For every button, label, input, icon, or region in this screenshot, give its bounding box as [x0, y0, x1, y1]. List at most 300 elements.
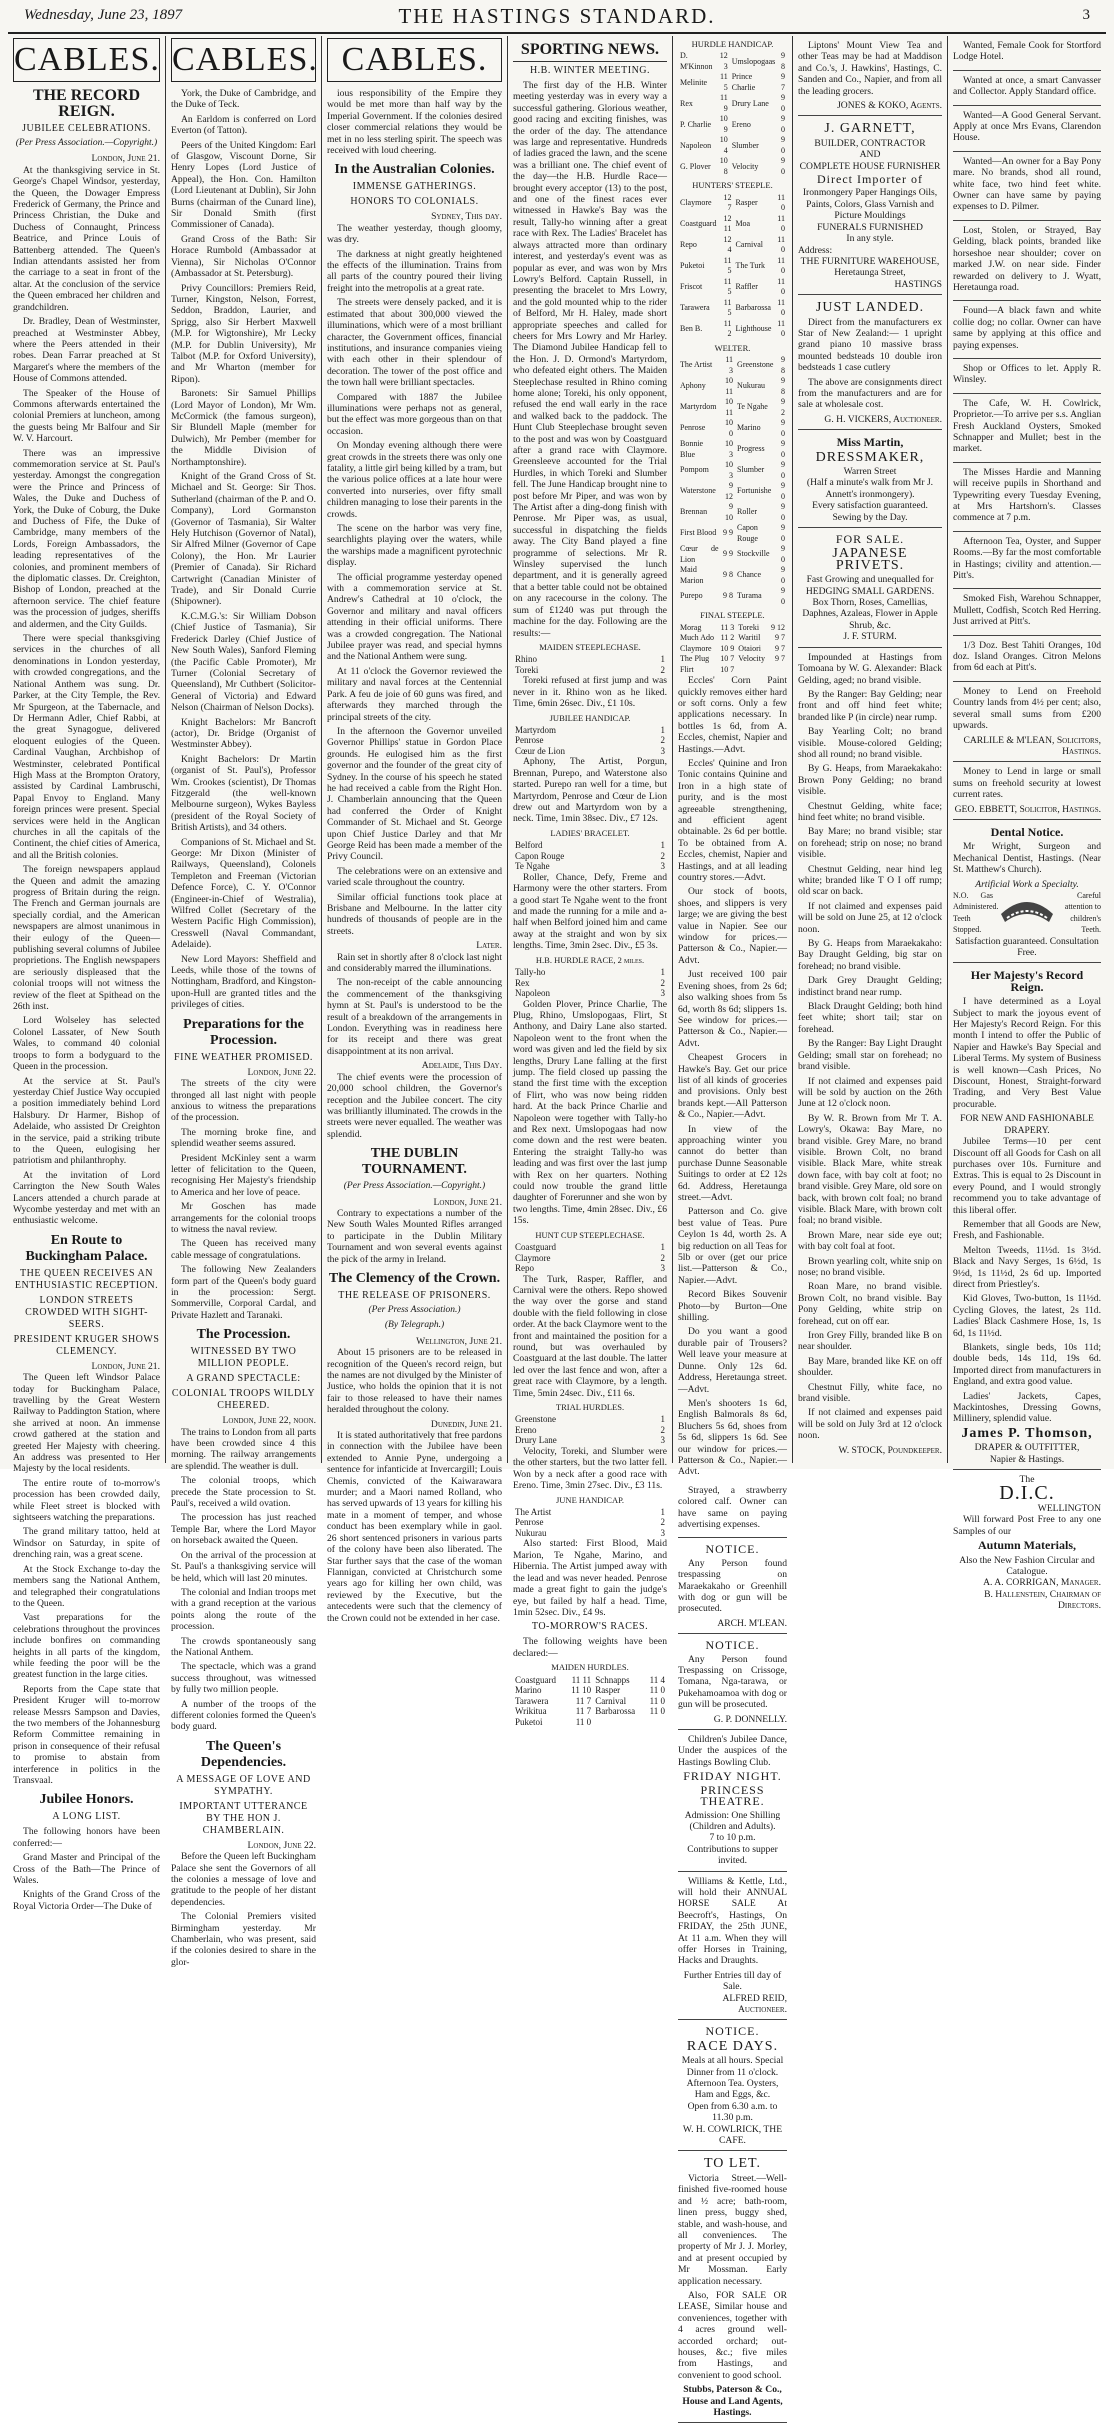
table-cell: 3	[660, 745, 665, 756]
table-cell: Claymore	[515, 1252, 551, 1263]
paragraph: The weather yesterday, though gloomy, was dry.	[327, 222, 502, 246]
table-cell: 9 7	[775, 643, 785, 653]
table-cell: Napoleon	[515, 988, 550, 999]
table-cell: 9 8	[781, 376, 785, 396]
ad-text: Liptons' Mount View Tea and other Teas may be had at Maddison and Co.'s, J. Hawkins', Hastings, C. Sanden and Co., Napier, and from all the leading grocers.	[798, 40, 942, 97]
ad-name: James P. Thomson,	[961, 1425, 1093, 1441]
cables-banner: CABLES.	[13, 38, 160, 82]
ad-text: Brown yearling colt, white snip on nose; no brand visible.	[798, 1255, 942, 1278]
paragraph: The grand military tattoo, held at Windsor on Saturday, in spite of drenching rain, was a great scene.	[13, 1526, 160, 1561]
table-cell: The Turk	[735, 261, 765, 271]
paragraph: The colonial troops, which precede the State procession to St. Paul's, received a wild ovation.	[171, 1475, 316, 1510]
ad-text: N.O. Gas Administered. Teeth Stopped.	[953, 890, 999, 935]
ad-text: Meals at all hours. Special Dinner from 11 o'clock. Afternoon Tea. Oysters, Ham and Eggs, &c.	[681, 2055, 784, 2101]
table-cell: Puketoi	[515, 1716, 543, 1727]
table-row	[678, 256, 787, 277]
ad-liptons-tea	[798, 36, 942, 116]
table-row	[513, 1414, 667, 1425]
ad-signature: GEO. EBBETT, Solicitor, Hastings.	[954, 803, 1101, 815]
table-row	[678, 565, 787, 586]
table-cell: Rhino	[515, 654, 538, 665]
table-row	[678, 502, 787, 523]
ad-notice-donnelly	[678, 1634, 787, 1730]
ad-lost-gelding	[953, 221, 1101, 301]
table-cell: 12 11	[723, 213, 732, 234]
table-cell: 11 5	[723, 276, 732, 297]
weights-heading: HURDLE HANDICAP.	[691, 39, 774, 49]
paragraph: Privy Councillors: Premiers Reid, Turner, Kingston, Nelson, Forrest, Seddon, Braddon, Laurier, and Sprigg, also Sir Herbert Maxwell (M.P. for Wigtonshire), Mr Lecky (M.P. for Dublin University), Mr Talbot (M.P. for Oxford University), and Mr Wharton (member for Ripon).	[171, 282, 316, 385]
deck: HONORS TO COLONIALS.	[350, 196, 479, 208]
table-cell: Drury Lane	[731, 98, 769, 108]
table-row	[513, 1528, 667, 1539]
ad-title: D.I.C.	[999, 1482, 1055, 1505]
table-cell: 3	[660, 1435, 665, 1446]
paragraph: The Colonial Premiers visited Birmingham yesterday. Mr Chamberlain, who was present, said if the colonies desired to share in the glor-	[171, 1911, 316, 1968]
paragraph: Cheapest Grocers in Hawke's Bay. Get our price list of all kinds of groceries and provisions. Only best brands kept.—All Patterson & Co., Napier.—Advt.	[678, 1052, 787, 1121]
table-cell: 1	[660, 1414, 665, 1425]
paragraph: Dr. Bradley, Dean of Westminster, preached at Westminster Abbey, where the Peers attended in their robes. Dean Farrar preached at St Margaret's where the members of the House of Commons attended.	[13, 316, 160, 385]
paragraph: The streets were densely packed, and it is estimated that about 300,000 viewed the illuminations, which were of a most brilliant character, the Government offices, financial institutions, and insurance companies vieing with each other in their splendour of decoration. The tower of the post office and the town hall were brilliant spectacles.	[327, 297, 502, 389]
results-table	[513, 1242, 667, 1274]
results-heading: LADIES' BRACELET.	[550, 827, 630, 838]
headline-buckingham: En Route to Buckingham Palace.	[25, 1232, 148, 1264]
table-cell: 11 2	[720, 633, 735, 643]
table-cell: Cœur de Lion	[515, 745, 565, 756]
table-cell: 1	[660, 1506, 665, 1517]
table-cell: Greenstone	[515, 1414, 556, 1425]
ad-heading: PRINCESS THEATRE.	[700, 1782, 765, 1809]
deck: THE QUEEN RECEIVES AN ENTHUSIASTIC RECEPTION.	[14, 1267, 159, 1291]
results-heading: HUNT CUP STEEPLECHASE.	[535, 1229, 645, 1240]
ad-text: By the Ranger: Bay Light Draught Gelding; small star on forehead; no brand visible.	[798, 1038, 942, 1073]
table-cell: 10 4	[719, 135, 728, 155]
paragraph: Knights of the Grand Cross of the Royal Victoria Order—The Duke of	[13, 1889, 160, 1912]
table-cell: Ereno	[731, 119, 751, 129]
paragraph: Grand Master and Principal of the Cross of the Bath—The Prince of Wales.	[13, 1852, 160, 1887]
deck: A GRAND SPECTACLE:	[186, 1373, 301, 1385]
ad-signature: W. H. COWLRICK, THE CAFE.	[682, 2123, 783, 2147]
table-cell: Prince Charlie	[731, 72, 756, 92]
table-cell: 9 0	[781, 586, 785, 606]
ad-signature: A. A. CORRIGAN, Manager.	[983, 1577, 1101, 1589]
results-table	[513, 725, 667, 757]
paragraph: Vast preparations for the celebrations throughout the provinces include bonfires on commanding heights in all parts of the kingdom, while feeding the poor will be the greatest function in the large cities.	[13, 1612, 160, 1681]
table-cell: 11 0	[575, 1716, 592, 1727]
results-heading: TRIAL HURDLES.	[555, 1402, 625, 1413]
column-5	[673, 36, 793, 2418]
table-cell: Aphony	[680, 381, 706, 391]
table-cell: Coastguard	[515, 1242, 556, 1253]
table-cell: 10 11	[725, 397, 734, 417]
table-cell: 9 8	[723, 591, 734, 601]
table-row	[513, 1685, 667, 1696]
dateline: London, June 22.	[247, 1066, 316, 1078]
table-row	[678, 523, 787, 544]
ad-text: By G. Heaps from Maraekakaho: Bay Draught Gelding, big star on forehead; no brand visible.	[798, 938, 942, 972]
paragraph: The Speaker of the House of Commons afterwards entertained the colonial Premiers at luncheon, among the guests being Mr Balfour and Sir W. V. Harcourt.	[13, 387, 160, 445]
table-row	[513, 654, 667, 665]
paragraph: The entire route of to-morrow's procession has been crowded daily, while Fleet street is blocked with sightseers watching the preparations.	[13, 1477, 160, 1524]
table-cell: Nukurau	[737, 381, 766, 391]
table-cell: Toreki	[515, 664, 539, 675]
table-row	[678, 114, 787, 135]
table-cell: 10 9	[720, 643, 735, 653]
weights-heading: WELTER.	[714, 342, 751, 353]
issue-date: Wednesday, June 23, 1897	[24, 7, 183, 23]
ad-text: Bay Mare, branded like KE on off shoulder.	[798, 1355, 942, 1379]
table-row	[513, 1517, 667, 1528]
ad-text: Fast Growing and unequalled for HEDGING SMALL GARDENS.	[805, 574, 935, 597]
ad-text: DRAPER & OUTFITTER,	[974, 1442, 1080, 1454]
ad-money-to-lend-2	[953, 762, 1101, 820]
table-cell: 9 10	[725, 502, 734, 522]
table-cell: Rasper	[595, 1685, 621, 1696]
table-cell: 11 4	[649, 1674, 665, 1685]
ad-jubilee-dance	[678, 1730, 787, 1871]
table-cell: 11 3	[720, 622, 735, 632]
table-cell: Brennan	[680, 507, 708, 517]
results-heading: MAIDEN HURDLES.	[551, 1662, 629, 1673]
ad-heading: NOTICE.	[705, 2024, 760, 2039]
table-cell: 9 9	[723, 528, 734, 538]
table-cell: The Plug	[680, 654, 710, 664]
table-cell: Slumber	[731, 140, 759, 150]
results-table	[513, 967, 667, 999]
table-cell: The Artist	[680, 360, 713, 370]
paragraph: Just received 100 pair Evening shoes, from 2s 6d; also walking shoes from 5s 6d, worth 8s 6d; slippers 1s. See window for prices.—Patterson & Co., Napier.—Advt.	[678, 969, 787, 1049]
weights-heading: FINAL STEEPLE.	[700, 610, 765, 621]
table-cell: 9 0	[781, 135, 785, 155]
results-table	[513, 840, 667, 872]
dental-plate-icon	[997, 896, 1057, 930]
deck: COLONIAL TROOPS WILDLY CHEERED.	[171, 1388, 316, 1412]
paragraph: On the arrival of the procession at St. Paul's a thanksgiving service will be held, which will last 20 minutes.	[171, 1549, 316, 1584]
ad-text: Ironmongery Paper Hangings Oils, Paints, Colors, Glass Varnish and Picture Mouldings	[802, 187, 938, 222]
paragraph: The first day of the H.B. Winter meeting yesterday was in every way a successful gathering. Glorious weather, good racing and exciting finishes, was the order of the day. The attendance was large and representative. Hundreds of ladies graced the lawn, and the scene was a brilliant one. The chief event of the day—the H.B. Hurdle Race—brought every acceptor (13) to the post, and one of the finest races ever witnessed in Hawke's Bay was the result, Tally-ho winning after a great race with Rex. The Ladies' Bracelet has always attracted more than ordinary interest, and yesterday's event was as popular as ever, and was won by Mrs Lowry's Belford. Captain Russell, in presenting the bracelet to Mrs Lowry, and the gold mounted whip to the rider of Belford, Mr H. Haley, made short appropriate speeches and called for cheers for Mrs Lowry and Mr Harley. The Diamond Jubilee Handicap fell to the Hon. J. D. Ormond's Martyrdom, who defeated eight others. The Maiden Steeplechase resulted in Rhino coming home alone; Toreki, his only opponent, refused the end wall early in the race and walked back to the paddock. The Hunt Club Steeplechase brought seven to the post and was won by Coastguard after a grand race with Claymore. Greensleeve accounted for the Trial Hurdles, in which Toreki and Slumber fell. The June Handicap brought nine to post before Mr Piper, and was won by The Artist after a ding-dong finish with Penrose. Mr Piper was, as usual, successful in dispatching the fields away. The City Band played a fine programme of selections. Mr R. Winsley supervised the lunch department, and it is generally agreed that a better table could not be obtained on any racecourse in the colony. The sum of £1240 was put through the machine for the day. Following are the results:—	[513, 80, 667, 639]
ad-record-reign-drapery	[953, 963, 1101, 1470]
column-1	[8, 36, 166, 1912]
paragraph: Lord Wolseley has selected Colonel Lassater, of New South Wales, to command 40 colonial troops to form a bodyguard to the Queen in the procession.	[13, 1015, 160, 1073]
paragraph: Before the Queen left Buckingham Palace she sent the Governors of all the colonies a message of love and gratitude to the people of her distant dependencies.	[171, 1851, 316, 1908]
table-cell: G. Plover	[680, 161, 711, 171]
paragraph: President McKinley sent a warm letter of felicitation to the Queen, recognising Her Majesty's friendship to America and her love of peace.	[171, 1152, 316, 1198]
ad-wanted-cook	[953, 36, 1101, 71]
table-cell: 11 0	[777, 297, 785, 318]
masthead	[8, 4, 1106, 34]
table-cell: Rasper	[735, 198, 758, 208]
table-row	[678, 481, 787, 502]
dateline: London, June 21.	[91, 153, 160, 165]
ad-text: Further Entries till day of Sale.	[683, 1969, 782, 1993]
table-cell: Ereno	[515, 1424, 537, 1435]
paragraph: Roller, Chance, Defy, Freme and Harmony were the other starters. From a good start Te Ngahe went to the front and made the running for a mile and a-half when Belford joined him and came away at the straight and won by six lengths. Time, 3min 2sec. Div., £5 3s.	[513, 871, 667, 952]
results-table	[513, 1507, 667, 1539]
table-cell: 10 3	[725, 439, 734, 459]
paragraph: The darkness at night greatly heightened the effects of the illumination. Trains from all parts of the country poured their living freight into the metropolis at a great rate.	[327, 248, 502, 294]
paragraph: Eccles' Corn Paint quickly removes either hard or soft corns. Only a few applications necessary. In bottles 1s 6d, from A. Eccles, chemist, Napier and Hastings.—Advt.	[678, 675, 787, 755]
table-cell: 9 0	[781, 156, 785, 176]
ad-just-landed	[798, 295, 942, 430]
table-cell: 2	[660, 735, 665, 746]
table-cell: Schnapps	[595, 1674, 630, 1685]
table-cell: 9 0	[781, 544, 785, 564]
table-cell: Belford	[515, 840, 543, 851]
paragraph: Peers of the United Kingdom: Earl of Glasgow, Viscount Dorne, Sir Henry Lopes (Lord Justice of Appeal), the Hon. Con. Hamilton (Lord Lieutenant at Dublin), Sir John Burns (chairman of the Cunard line), Sir Donald Smith (first Commissioner of Canada).	[171, 139, 316, 231]
paragraph: Golden Plover, Prince Charlie, The Plug, Rhino, Umslopogaas, Flirt, St Anthony, and Dairy Lane also started. Napoleon went to the front when the word was given and led the field by six lengths, Drury Lane falling at the first jump. The field closed up passing the stand the first time with the exception of Flirt, who was now being ridden hard. At the back Prince Charlie and Napoleon were together with Tally-ho and Rex next. Umslopogaas had now come down and the rest were beaten. Entering the straight Tally-ho was leading and was first over the last jump with Rex on her quarters. Nothing could now trouble the grand little daughter of Forerunner and she won by two lengths. Time, 4min 28sec. Div., £6 15s.	[513, 998, 667, 1227]
table-cell: 11 7	[575, 1695, 592, 1706]
table-cell: 11 0	[777, 213, 785, 234]
table-cell: 2	[660, 1424, 665, 1435]
ad-found-dog	[953, 301, 1101, 359]
headline-clemency: The Clemency of the Crown.	[328, 1270, 501, 1286]
ad-text: Smoked Fish, Warehou Schnapper, Mullett, Codfish, Scotch Red Herring. Just arrived at Pitt's.	[953, 593, 1101, 628]
table-cell: 9 2	[781, 397, 785, 417]
ad-notice-mclean	[678, 1538, 787, 1634]
table-cell: Tally-ho	[515, 967, 546, 978]
table-row	[678, 156, 787, 177]
table-cell: Rex	[515, 977, 530, 988]
ad-title: JAPANESE PRIVETS.	[832, 546, 908, 573]
paragraph: Toreki refused at first jump and was never in it. Rhino won as he liked. Time, 6min 26sec. Div., £1 10s.	[513, 675, 667, 710]
table-row	[678, 277, 787, 298]
dateline: London, June 21.	[433, 1196, 502, 1208]
deck: PRESIDENT KRUGER SHOWS CLEMENCY.	[13, 1333, 160, 1357]
ad-garnett	[798, 116, 942, 295]
paragraph: York, the Duke of Cambridge, and the Duke of Teck.	[171, 88, 316, 111]
paragraph: It is stated authoritatively that free pardons in connection with the Jubilee have been extended to Annie Pyne, undergoing a sentence for infanticide at Invercargill; Louis Chemis, convicted of the Kaiwarawara murder; and a Maori named Rolland, who has served upwards of 13 years for killing his mate in a moment of temper, and whose conduct has been exemplary while in gaol. 26 short sentenced prisoners in various parts of the colony have been also liberated. The Star further says that the case of the woman Flannigan, convicted at Christchurch some years ago for killing her own child, was reviewed by the Executive, but the antecedents were such that the clemency of the Crown could not be extended in her case.	[327, 1430, 502, 1624]
ad-text: If not claimed and expenses paid will be sold by auction on the 26th June at 12 o'clock noon.	[798, 1075, 942, 1110]
table-cell: 2	[660, 850, 665, 861]
table-cell: 2	[660, 1252, 665, 1263]
table-cell	[768, 665, 787, 676]
table-cell: Otaiori	[738, 643, 761, 653]
table-row	[513, 735, 667, 746]
table-cell: 9 7	[781, 72, 785, 92]
table-cell: 9 0	[781, 114, 785, 134]
table-cell: P. Charlie	[680, 119, 712, 129]
table-row	[513, 1696, 667, 1707]
ad-text: Impounded at Hastings from Tomoana by W. G. Alexander: Black Gelding, aged; no brand visible.	[798, 651, 942, 686]
ad-heading: FOR SALE.	[835, 532, 905, 547]
table-row	[678, 439, 787, 460]
paragraph: The Queen left Windsor Palace today for Buckingham Palace, travelling by the Great Western Railway to Paddington Station, where she arrived at noon. An immense crowd gathered at the station and greeted Her Majesty with cheering. An address was presented to Her Majesty by the local residents.	[13, 1372, 160, 1475]
table-cell: Coastguard	[515, 1674, 556, 1685]
table-row	[678, 298, 787, 319]
table-cell: The Artist	[515, 1506, 552, 1517]
ad-text: Every satisfaction guaranteed.	[812, 500, 928, 512]
table-cell: 11 0	[649, 1706, 665, 1717]
table-cell: 9 7	[775, 633, 785, 643]
table-cell: Barbarossa	[735, 303, 771, 313]
ad-text: By W. R. Brown from Mr T. A. Lowry's, Okawa: Bay Mare, no brand visible. Grey Mare, no brand visible. Brown Colt, no brand visible. Black Mare, white streak down face, with bay colt at foot; no brand visible. Grey Mare, old sore on back, with brown colt foal; no brand visible. Black Mare, with brown colt foal; no brand visible.	[798, 1112, 942, 1227]
table-cell: 12 7	[723, 192, 732, 213]
table-cell: Penrose	[515, 1517, 544, 1528]
deck: A LONG LIST.	[52, 1811, 121, 1823]
ad-strayed	[678, 1481, 787, 1539]
paragraph: At 11 o'clock the Governor reviewed the military and naval forces at the Centennial Park. A feu de joie of 60 guns was fired, and afterwards they marched through the principal streets of the city.	[327, 665, 502, 723]
weights-table	[513, 1675, 667, 1728]
table-cell: Martyrdom	[515, 724, 556, 735]
headline-procession: The Procession.	[196, 1327, 291, 1343]
table-row	[513, 1717, 667, 1728]
ad-heading: NOTICE.	[705, 1638, 760, 1653]
table-row	[513, 978, 667, 989]
ad-text: 1/3 Doz. Best Tahiti Oranges, 10d doz. Island Oranges. Citron Melons from 6d each at Pitt's.	[953, 639, 1101, 674]
paragraph: The foreign newspapers applaud the Queen and admit the amazing progress of Britain during the reign. The French and German journals are specially cordial, and the American newspapers are almost unanimous in their eulogy of the Queen—publishing several columns of Jubilee proprietions. The English newspapers are seriously displeased that the colonial troops will not witness the review of the fleet at Spithead on the 26th inst.	[13, 864, 160, 1013]
ad-text: Children's Jubilee Dance, Under the auspices of the Hastings Bowling Club.	[678, 1734, 787, 1768]
cables-banner: CABLES.	[171, 38, 316, 82]
ad-to-let	[678, 2151, 787, 2423]
ad-heading: Her Majesty's Record Reign.	[970, 968, 1084, 994]
ad-text: The	[1019, 1474, 1035, 1486]
ad-shop-to-let	[953, 359, 1101, 394]
table-cell: 9 12	[725, 481, 734, 501]
deck: LONDON STREETS CROWDED WITH SIGHT-SEERS.	[25, 1294, 148, 1330]
table-row	[678, 397, 787, 418]
paragraph: At the invitation of Lord Carrington the New South Wales Lancers attended a church parade at Wycombe yesterday and met with an enthusiastic welcome.	[13, 1169, 160, 1227]
table-row	[513, 1263, 667, 1274]
paragraph: ious responsibility of the Empire they would be met more than half way by the Imperial Government. If the colonies desired closer commercial relations they would be met in no less sterling spirit. The speech was received with loud cheering.	[327, 88, 502, 157]
ad-text: Also the New Fashion Circular and Catalogue.	[959, 1554, 1095, 1577]
weights-table	[678, 51, 787, 177]
table-cell: Velocity	[731, 161, 759, 171]
dateline: London, June 22.	[247, 1839, 316, 1851]
headline-dependencies: The Queen's Dependencies.	[200, 1738, 287, 1770]
table-cell: Barbarossa	[595, 1706, 636, 1717]
ad-japanese-privets	[798, 528, 942, 648]
table-row	[678, 193, 787, 214]
ad-text: Iron Grey Filly, branded like B on near shoulder.	[798, 1330, 942, 1353]
table-row	[513, 1675, 667, 1686]
paragraph: The morning broke fine, and splendid weather seems assured.	[171, 1126, 316, 1150]
table-cell: Penrose	[680, 423, 706, 433]
ad-text: Victoria Street.—Well-finished five-roomed house and ½ acre; bath-room, linen press, buggy shed, stable, and wash-house, and all conveniences. The property of Mr J. J. Morley, and at present occupied by Mr Mossman. Early application necessary.	[678, 2172, 787, 2287]
ad-text: Any Person found Trespassing on Crissoge, Tomana, Nga-tarawa, or Pukehamoamoa with dog or gun will be prosecuted.	[678, 1653, 787, 1711]
table-cell: 9 7	[775, 654, 785, 664]
ad-text: Money to Lend on Freehold Country lands from 4½ per cent; also, several small sums from £200 upwards.	[953, 685, 1101, 732]
table-cell: 11 2	[723, 318, 732, 339]
table-row	[513, 1435, 667, 1446]
paragraph: Companions of St. Michael and St. George: Mr Dixon (Minister of Railways, Queensland), Colonels Templeton and Freeman (Victorian Defence Force), C. Y. O'Connor (Engineer-in-Chief of Westralia), Wilfred Collet (Secretary of the Western Pacific High Commission), Cresswell (Naval Commandant, Adelaide).	[171, 836, 316, 951]
table-cell: Capon Rouge	[737, 523, 758, 543]
table-cell: Stockville	[737, 549, 770, 559]
paragraph: In view of the approaching winter you cannot do better than purchase Dunne Seasonable Suitings to order at £2 12s 6d. Address, Heretaunga street.—Advt.	[678, 1123, 787, 1203]
table-cell: 9 0	[781, 93, 785, 113]
paragraph: A number of the troops of the different colonies formed the Queen's body guard.	[171, 1698, 316, 1733]
table-row	[678, 235, 787, 256]
table-cell: Capon Rouge	[515, 850, 565, 861]
ad-signature: G. H. VICKERS, Auctioneer.	[824, 413, 942, 425]
table-cell: 2	[660, 664, 665, 675]
table-cell: Tarawera	[680, 303, 710, 313]
ad-text: Satisfaction guaranteed. Consultation Free.	[955, 935, 1099, 958]
ad-text: Remember that all Goods are New, Fresh, and Fashionable.	[953, 1218, 1101, 1242]
ad-wanted-owner	[953, 152, 1101, 221]
table-cell: 11 10	[571, 1685, 592, 1696]
paragraph: The scene on the harbor was very fine, searchlights playing over the waters, while the warships made a magnificent pyrotechnic display.	[327, 523, 502, 569]
dateline: Wellington, June 21.	[416, 1335, 502, 1347]
table-row	[678, 644, 787, 655]
table-row	[513, 725, 667, 736]
table-cell: Friscot	[680, 282, 703, 292]
ad-text: Roan Mare, no brand visible. Brown Colt, no brand visible. Bay Pony Gelding, white strip on forehead, cut on off ear.	[798, 1281, 942, 1327]
paragraph: The chief events were the procession of 20,000 school children, the Governor's reception and the Jubilee concert. The city was brilliantly illuminated. The crowds in the streets were never equalled. The weather was splendid.	[327, 1071, 502, 1140]
ad-text: (Half a minute's walk from Mr J. Annett's ironmongery).	[806, 477, 934, 500]
columns	[8, 36, 1106, 2418]
table-cell: Slumber	[737, 465, 765, 475]
ad-shorthand	[953, 463, 1101, 532]
ad-text: Artificial Work a Specialty.	[975, 878, 1079, 890]
table-cell: Turama	[737, 591, 762, 601]
ad-text: Any Person found trespassing on Maraekakaho or Greenhill with dog or gun will be prosecuted.	[678, 1557, 787, 1615]
ad-text: BUILDER, CONTRACTOR	[814, 137, 926, 149]
ad-signature: JONES & KOKO, Agents.	[837, 100, 942, 112]
paragraph: There were special thanksgiving services in the churches of all denominations in London yesterday, with crowded congregations, and the National Anthem was sung. Dr. Parker, at the City Temple, the Rev. Mr Spurgeon, at the Tabernacle, and Dr Hermann Adler, Chief Rabbi, at the great Synagogue, delivered eloquent eulogies of the Queen. Cardinal Vaughan, Archbishop of Westminster, celebrated Pontifical High Mass at the Brompton Oratory, assisted by Cardinal Lambruschi, Papal Envoy to England. Many foreign princes were present. Special services were held in the Anglican churches in all the capitals of the Continent, the chief cities of America, and all the British colonies.	[13, 633, 160, 861]
paragraph: Grand Cross of the Bath: Sir Horace Rumbold (Ambassador at Vienna), Sir Nicholas O'Connor (Ambassador at St. Petersburg).	[171, 233, 316, 280]
table-cell: Carnival	[735, 240, 763, 250]
ad-text: Williams & Kettle, Ltd., will hold their ANNUAL HORSE SALE At Beecroft's, Hastings, On FRIDAY, the 25th JUNE, At 11 a.m. When they will offer Horses in Training, Hacks and Draughts.	[678, 1875, 787, 1967]
table-cell: Cœur de Lion	[680, 544, 719, 564]
table-cell: 11 0	[777, 192, 785, 213]
ad-text: Ladies' Jackets, Capes, Mackintoshes, Dressing Gowns, Millinery, splendid value.	[953, 1390, 1101, 1425]
weights-table	[678, 623, 787, 676]
ad-signature: B. Hallenstein, Chairman of Directors.	[984, 1588, 1101, 1612]
table-cell: 11 0	[649, 1685, 665, 1696]
paragraph: The following New Zealanders form part of the Queen's body guard in the procession: Sergt. Sommerville, Corporal Cardal, and Private Hazlett and Taranaki.	[171, 1264, 316, 1321]
paragraph: Baronets: Sir Samuel Phillips (Lord Mayor of London), Mr Wm. McCormick (the famous surgeon), Sir Blundell Maple (member for Dulwich), Mr Pember (member for the Middle Division of Northamptonshire).	[171, 388, 316, 468]
column-2	[166, 36, 322, 1968]
table-row	[678, 418, 787, 439]
ad-text: Napier & Hastings.	[989, 1453, 1065, 1465]
table-row	[513, 988, 667, 999]
dateline: London, June 21.	[91, 1360, 160, 1372]
table-cell: 1	[660, 654, 665, 665]
ad-text: FUNERALS FURNISHED	[817, 221, 923, 233]
table-cell: 1	[660, 724, 665, 735]
table-cell: 1	[660, 840, 665, 851]
table-cell: Purepo	[680, 591, 703, 601]
paragraph: Compared with 1887 the Jubilee illuminations were perhaps not as general, but the effect was more gorgeous than on that occasion.	[327, 391, 502, 437]
paragraph: Patterson and Co. give best value of Teas. Pure Ceylon 1s 4d, worth 2s. A big reduction on all Teas for 5lb or over (get our price list.—Patterson & Co., Napier.—Advt.	[678, 1206, 787, 1286]
ad-text: Direct from the manufacturers ex Star of New Zealand:— 1 upright grand piano 10 massive brass mounted bedsteads 10 double iron bedsteads 1 case cutlery	[798, 316, 942, 374]
table-cell: Roller	[737, 507, 758, 517]
table-cell: 9 0	[781, 502, 785, 522]
table-row	[513, 861, 667, 872]
table-cell: 1	[660, 967, 665, 978]
ad-text: The Misses Hardie and Manning will receive pupils in Shorthand and Typewriting every Tuesday Evening, at Mrs Hartshorn's. Classes commence at 7 p.m.	[953, 466, 1101, 524]
paragraph: The non-receipt of the cable announcing the commencement of the thanksgiving hymn at St. Paul's is understood to be the result of a breakdown of the arrangements in London. Everything was in readiness here for its receipt and there was great disappointment at its non arrival.	[327, 977, 502, 1057]
table-row	[513, 967, 667, 978]
deck: FINE WEATHER PROMISED.	[174, 1051, 313, 1063]
ad-text: Lost, Stolen, or Strayed, Bay Gelding, black points, branded like horseshoe near shoulder; cover on marked J.W. on near side. Finder rewarded on delivery to J. Wyatt, Heretaunga road.	[953, 224, 1101, 293]
ad-text: By G. Heaps, from Maraekakaho: Brown Pony Gelding; no brand visible.	[798, 763, 942, 798]
table-cell: 9 0	[781, 565, 785, 585]
ad-title: J. GARNETT,	[824, 121, 916, 137]
table-cell: Penrose	[515, 735, 544, 746]
table-cell: Melinite	[680, 77, 708, 87]
table-row	[678, 586, 787, 607]
results-table	[513, 654, 667, 675]
table-cell: Marino	[737, 423, 761, 433]
paragraph: The spectacle, which was a grand success throughout, was witnessed by fully two million people.	[171, 1661, 316, 1696]
weights-table	[678, 193, 787, 340]
page-number: 3	[1082, 7, 1090, 23]
table-cell: 10 7	[720, 664, 735, 674]
paragraph: At the Stock Exchange to-day the members sang the National Anthem, and telegraphed their congratulations to the Queen.	[13, 1563, 160, 1609]
table-cell: Much Ado	[680, 633, 714, 643]
table-cell: 1	[660, 1242, 665, 1253]
ad-heading: Autumn Materials,	[978, 1538, 1076, 1553]
